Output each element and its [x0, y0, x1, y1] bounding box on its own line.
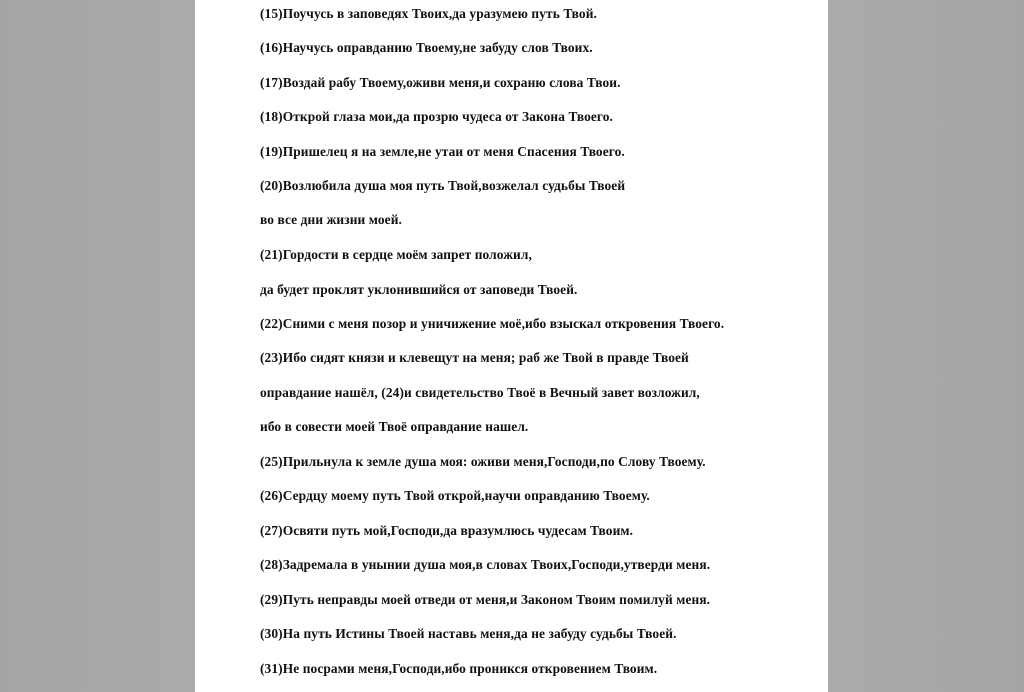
text-line-22: (22)Сними с меня позор и уничижение моё,ибо взыскал откровения Твоего.	[260, 316, 725, 331]
text-line-27: (27)Освяти путь мой,Господи,да вразумлюсь чудесам Твоим.	[260, 523, 634, 538]
text-line-29: (29)Путь неправды моей отведи от меня,и Законом Твоим помилуй меня.	[260, 592, 711, 607]
text-line-28: (28)Задремала в унынии душа моя,в словах Твоих,Господи,утверди меня.	[260, 557, 711, 572]
text-line-21: (21)Гордости в сердце моём запрет положил,	[260, 247, 532, 262]
text-line-16: (16)Научусь оправданию Твоему,не забуду слов Твоих.	[260, 40, 593, 55]
text-line-23: (23)Ибо сидят князи и клевещут на меня; раб же Твой в правде Твоей	[260, 350, 689, 365]
text-line-30: (30)На путь Истины Твоей наставь меня,да не забуду судьбы Твоей.	[260, 626, 677, 641]
text-line-26: (26)Сердцу моему путь Твой открой,научи оправданию Твоему.	[260, 488, 650, 503]
text-line-21-cont: да будет проклят уклонившийся от заповеди Твоей.	[260, 282, 578, 297]
text-line-23-cont: оправдание нашёл, (24)и свидетельство Твоё в Вечный завет возложил,	[260, 385, 700, 400]
text-line-17: (17)Воздай рабу Твоему,оживи меня,и сохраню слова Твои.	[260, 75, 621, 90]
text-line-20: (20)Возлюбила душа моя путь Твой,возжелал судьбы Твоей	[260, 178, 626, 193]
text-line-15: (15)Поучусь в заповедях Твоих,да уразумею путь Твой.	[260, 6, 597, 21]
text-line-20-cont: во все дни жизни моей.	[260, 212, 402, 227]
document-page	[195, 0, 828, 692]
text-line-24-cont: ибо в совести моей Твоё оправдание нашел.	[260, 419, 529, 434]
text-line-25: (25)Прильнула к земле душа моя: оживи меня,Господи,по Слову Твоему.	[260, 454, 706, 469]
text-line-18: (18)Открой глаза мои,да прозрю чудеса от Закона Твоего.	[260, 109, 614, 124]
text-body	[195, 0, 828, 692]
text-line-31: (31)Не посрами меня,Господи,ибо проникся откровением Твоим.	[260, 661, 658, 676]
text-line-19: (19)Пришелец я на земле,не утаи от меня Спасения Твоего.	[260, 144, 625, 159]
